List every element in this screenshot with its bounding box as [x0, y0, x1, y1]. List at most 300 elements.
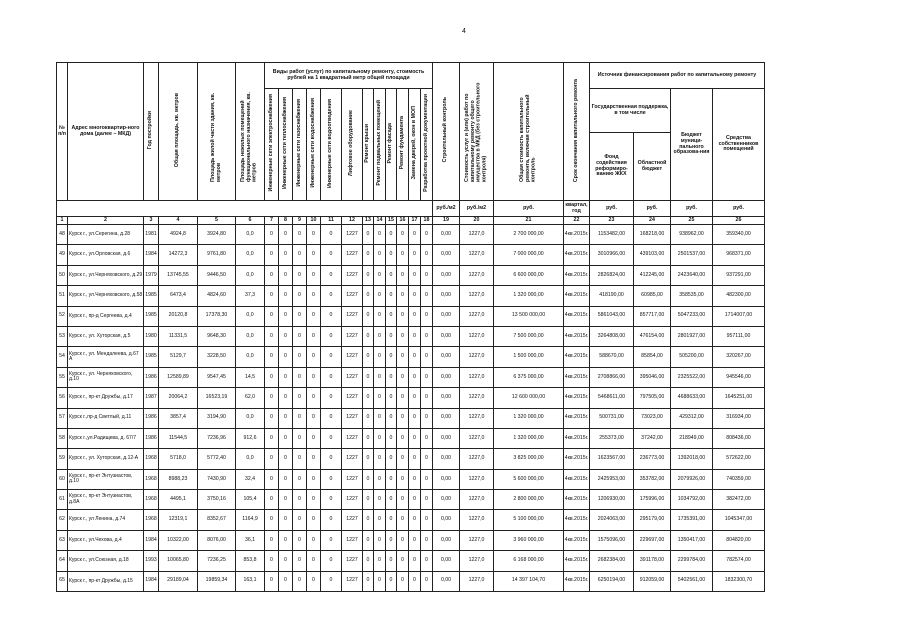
row-total-area: 20064,2: [159, 388, 198, 408]
row-owners: 1645251,00: [713, 388, 765, 408]
row-fund: 5861043,00: [590, 306, 634, 326]
row-deadline: 4кв.2015г.: [564, 510, 590, 530]
row-living-area: 19859,34: [198, 571, 236, 591]
row-year: 1985: [144, 306, 159, 326]
row-municipal: 5047233,00: [671, 306, 713, 326]
row-work-cost: 0: [386, 469, 397, 489]
row-living-area: 9761,80: [198, 245, 236, 265]
row-work-cost: 0: [409, 388, 421, 408]
column-number: 12: [342, 217, 363, 225]
row-work-cost: 0: [409, 367, 421, 387]
row-year: 1968: [144, 510, 159, 530]
row-number: 48: [57, 225, 68, 245]
row-living-area: 4824,60: [198, 286, 236, 306]
row-municipal: 2801927,00: [671, 326, 713, 346]
row-municipal: 2423640,00: [671, 265, 713, 285]
row-living-area: 8352,67: [198, 510, 236, 530]
row-work-cost: 0: [293, 490, 307, 510]
row-living-area: 8076,00: [198, 530, 236, 550]
row-total-area: 13745,55: [159, 265, 198, 285]
header-total-cost: Общая стоимость капитального ремонта, включая строительный контроль: [494, 63, 564, 201]
row-construction-control: 0,00: [433, 571, 460, 591]
row-number: 65: [57, 571, 68, 591]
row-work-cost: 0: [363, 388, 374, 408]
header-municipal: Бюджет муници-пального образова-ния: [671, 89, 713, 201]
row-cost-per-m2: 1227,0: [460, 428, 494, 448]
row-address: Курск г., пр-д Сергеева, д.4: [68, 306, 144, 326]
row-deadline: 4кв.2015г.: [564, 326, 590, 346]
row-nonresidential: 163,1: [236, 571, 265, 591]
row-work-cost: 0: [386, 326, 397, 346]
row-work-cost: 0: [279, 408, 293, 428]
table-body: [57, 225, 765, 592]
row-year: 1985: [144, 286, 159, 306]
row-address: Курск г., пр-кт Дружбы, д.17: [68, 388, 144, 408]
column-number: 10: [307, 217, 321, 225]
row-work-cost: 0: [409, 306, 421, 326]
header-address: Адрес многоквартир-ного дома (далее – МКД): [68, 63, 144, 201]
row-work-cost: 0: [363, 449, 374, 469]
row-number: 61: [57, 490, 68, 510]
row-address: Курск г., ул.Серегина, д.28: [68, 225, 144, 245]
row-work-cost: 0: [386, 490, 397, 510]
column-number: 11: [321, 217, 342, 225]
row-owners: 572622,00: [713, 449, 765, 469]
row-work-cost: 0: [421, 225, 433, 245]
row-work-cost: 0: [397, 306, 409, 326]
row-work-cost: 0: [279, 449, 293, 469]
row-regional: 73023,00: [634, 408, 671, 428]
row-fund: 2708866,00: [590, 367, 634, 387]
row-work-cost: 0: [321, 265, 342, 285]
row-work-cost: 0: [421, 469, 433, 489]
row-address: Курск г., ул.Чехова, д.4: [68, 530, 144, 550]
row-cost-per-m2: 1227,0: [460, 265, 494, 285]
row-construction-control: 0,00: [433, 367, 460, 387]
row-work-cost: 1227: [342, 469, 363, 489]
column-number: 8: [279, 217, 293, 225]
row-work-cost: 0: [386, 245, 397, 265]
row-work-cost: 0: [321, 449, 342, 469]
row-living-area: 3750,16: [198, 490, 236, 510]
row-work-cost: 0: [386, 347, 397, 367]
table-row: [57, 469, 765, 489]
row-living-area: 3924,80: [198, 225, 236, 245]
row-municipal: 358535,00: [671, 286, 713, 306]
row-work-cost: 1227: [342, 367, 363, 387]
row-work-cost: 0: [421, 286, 433, 306]
row-year: 1993: [144, 551, 159, 571]
row-fund: 2425953,00: [590, 469, 634, 489]
row-work-cost: 0: [321, 326, 342, 346]
row-work-cost: 1227: [342, 286, 363, 306]
row-year: 1984: [144, 530, 159, 550]
header-work-heat: Инженерные сети теплоснабжения: [279, 89, 293, 201]
row-cost-per-m2: 1227,0: [460, 408, 494, 428]
row-work-cost: 0: [293, 449, 307, 469]
header-state-support: Государственная поддержка, в том числе: [590, 89, 671, 133]
column-number: 25: [671, 217, 713, 225]
column-number: 13: [363, 217, 374, 225]
row-work-cost: 0: [374, 571, 386, 591]
row-construction-control: 0,00: [433, 490, 460, 510]
row-work-cost: 0: [279, 265, 293, 285]
row-deadline: 4кв.2015г.: [564, 347, 590, 367]
row-number: 56: [57, 388, 68, 408]
row-work-cost: 0: [374, 530, 386, 550]
row-total-cost: 1 500 000,00: [494, 347, 564, 367]
row-work-cost: 0: [265, 347, 279, 367]
row-nonresidential: 0,0: [236, 225, 265, 245]
row-year: 1968: [144, 490, 159, 510]
row-number: 58: [57, 428, 68, 448]
row-living-area: 9648,30: [198, 326, 236, 346]
row-nonresidential: 32,4: [236, 469, 265, 489]
row-work-cost: 0: [307, 326, 321, 346]
row-work-cost: 0: [386, 225, 397, 245]
row-owners: 782574,00: [713, 551, 765, 571]
row-number: 63: [57, 530, 68, 550]
row-fund: 1623567,00: [590, 449, 634, 469]
row-total-cost: 5 600 000,00: [494, 469, 564, 489]
row-fund: 418190,00: [590, 286, 634, 306]
row-deadline: 4кв.2015г.: [564, 265, 590, 285]
row-work-cost: 0: [265, 571, 279, 591]
row-address: Курск г., ул.Союзная, д.18: [68, 551, 144, 571]
row-cost-per-m2: 1227,0: [460, 388, 494, 408]
header-work-roof: Ремонт крыши: [363, 89, 374, 201]
column-number: 21: [494, 217, 564, 225]
row-work-cost: 0: [386, 571, 397, 591]
table-row: [57, 530, 765, 550]
row-work-cost: 0: [386, 388, 397, 408]
row-work-cost: 0: [321, 510, 342, 530]
row-owners: 1832300,70: [713, 571, 765, 591]
table-row: [57, 286, 765, 306]
row-work-cost: 0: [293, 551, 307, 571]
table-row: [57, 225, 765, 245]
row-fund: 1206930,00: [590, 490, 634, 510]
row-work-cost: 0: [363, 326, 374, 346]
row-work-cost: 0: [374, 428, 386, 448]
column-number: 6: [236, 217, 265, 225]
row-owners: 945546,00: [713, 367, 765, 387]
row-total-area: 12589,89: [159, 367, 198, 387]
row-municipal: 1392018,00: [671, 449, 713, 469]
row-construction-control: 0,00: [433, 347, 460, 367]
row-municipal: 2325522,00: [671, 367, 713, 387]
row-owners: 1714007,00: [713, 306, 765, 326]
row-work-cost: 0: [321, 571, 342, 591]
column-number: 14: [374, 217, 386, 225]
row-work-cost: 0: [265, 388, 279, 408]
row-work-cost: 1227: [342, 388, 363, 408]
row-regional: 395046,00: [634, 367, 671, 387]
row-work-cost: 0: [307, 225, 321, 245]
row-work-cost: 0: [363, 225, 374, 245]
row-work-cost: 0: [409, 326, 421, 346]
row-work-cost: 0: [374, 306, 386, 326]
row-fund: 5468611,00: [590, 388, 634, 408]
row-work-cost: 0: [307, 490, 321, 510]
row-work-cost: 1227: [342, 265, 363, 285]
header-work-doors: Замена дверей, окон в МОП: [409, 89, 421, 201]
row-fund: 500731,00: [590, 408, 634, 428]
row-living-area: 5772,40: [198, 449, 236, 469]
row-work-cost: 0: [409, 428, 421, 448]
row-work-cost: 0: [386, 510, 397, 530]
row-work-cost: 1227: [342, 449, 363, 469]
row-work-cost: 1227: [342, 225, 363, 245]
row-address: Курск г., ул.Черняховского, д.58: [68, 286, 144, 306]
column-number: 18: [421, 217, 433, 225]
unit-rub-e: руб.: [713, 201, 765, 217]
row-work-cost: 0: [409, 469, 421, 489]
column-number: 2: [68, 217, 144, 225]
row-regional: 295179,00: [634, 510, 671, 530]
row-municipal: 505200,00: [671, 347, 713, 367]
column-number: 24: [634, 217, 671, 225]
row-deadline: 4кв.2015г.: [564, 225, 590, 245]
column-number: 1: [57, 217, 68, 225]
row-number: 54: [57, 347, 68, 367]
row-owners: 482300,00: [713, 286, 765, 306]
row-fund: 588670,00: [590, 347, 634, 367]
row-work-cost: 0: [265, 490, 279, 510]
row-construction-control: 0,00: [433, 265, 460, 285]
header-owners: Средства собственников помещений: [713, 89, 765, 201]
row-work-cost: 1227: [342, 510, 363, 530]
row-regional: 353782,00: [634, 469, 671, 489]
row-work-cost: 0: [374, 347, 386, 367]
table-row: [57, 449, 765, 469]
row-cost-per-m2: 1227,0: [460, 347, 494, 367]
row-address: Курск г., ул.Черняховского, д.29: [68, 265, 144, 285]
row-regional: 412245,00: [634, 265, 671, 285]
column-number: 9: [293, 217, 307, 225]
row-work-cost: 0: [409, 490, 421, 510]
row-regional: 175996,00: [634, 490, 671, 510]
row-regional: 797505,00: [634, 388, 671, 408]
row-work-cost: 0: [397, 530, 409, 550]
row-work-cost: 0: [307, 306, 321, 326]
row-year: 1968: [144, 449, 159, 469]
row-construction-control: 0,00: [433, 510, 460, 530]
row-work-cost: 0: [409, 265, 421, 285]
table-row: [57, 408, 765, 428]
row-living-area: 9547,45: [198, 367, 236, 387]
row-total-cost: 6 168 000,00: [494, 551, 564, 571]
row-work-cost: 0: [307, 367, 321, 387]
row-regional: 439103,00: [634, 245, 671, 265]
row-municipal: 2079926,00: [671, 469, 713, 489]
row-deadline: 4кв.2015г.: [564, 571, 590, 591]
row-municipal: 2501537,00: [671, 245, 713, 265]
row-work-cost: 0: [307, 571, 321, 591]
row-nonresidential: 0,0: [236, 347, 265, 367]
row-work-cost: 0: [279, 469, 293, 489]
row-work-cost: 0: [421, 306, 433, 326]
row-address: Курск г., ул. Мендалеева, д.67 А: [68, 347, 144, 367]
row-total-area: 11331,5: [159, 326, 198, 346]
row-work-cost: 0: [307, 510, 321, 530]
row-work-cost: 0: [265, 326, 279, 346]
row-work-cost: 0: [279, 306, 293, 326]
row-nonresidential: 912,6: [236, 428, 265, 448]
row-work-cost: 0: [279, 571, 293, 591]
column-number: 22: [564, 217, 590, 225]
row-cost-per-m2: 1227,0: [460, 530, 494, 550]
row-work-cost: 0: [421, 388, 433, 408]
header-cost-per-m2: Стоимость услуг и (или) работ по капитальному ремонту общего имущества в МКД (без строительного контроля): [460, 63, 494, 201]
row-work-cost: 0: [374, 388, 386, 408]
row-deadline: 4кв.2015г.: [564, 367, 590, 387]
table-row: [57, 551, 765, 571]
row-fund: 2682384,00: [590, 551, 634, 571]
row-regional: 391178,00: [634, 551, 671, 571]
row-total-cost: 6 375 000,00: [494, 367, 564, 387]
row-work-cost: 1227: [342, 408, 363, 428]
row-total-cost: 1 320 000,00: [494, 428, 564, 448]
row-work-cost: 0: [307, 347, 321, 367]
header-works-group: Виды работ (услуг) по капитальному ремонту, стоимость рублей на 1 квадратный метр общей площади: [265, 63, 433, 89]
row-address: Курск г., ул. Хуторская, д.5: [68, 326, 144, 346]
row-cost-per-m2: 1227,0: [460, 449, 494, 469]
row-work-cost: 0: [421, 326, 433, 346]
row-work-cost: 0: [409, 551, 421, 571]
row-cost-per-m2: 1227,0: [460, 571, 494, 591]
row-work-cost: 0: [321, 530, 342, 550]
row-work-cost: 0: [421, 428, 433, 448]
row-work-cost: 0: [307, 469, 321, 489]
row-work-cost: 1227: [342, 551, 363, 571]
header-work-water: Инженерные сети водоснабжения: [307, 89, 321, 201]
row-owners: 804820,00: [713, 530, 765, 550]
column-number: 20: [460, 217, 494, 225]
row-work-cost: 0: [374, 225, 386, 245]
row-cost-per-m2: 1227,0: [460, 306, 494, 326]
row-total-area: 14272,3: [159, 245, 198, 265]
row-number: 49: [57, 245, 68, 265]
row-nonresidential: 0,0: [236, 306, 265, 326]
row-work-cost: 0: [293, 408, 307, 428]
row-number: 53: [57, 326, 68, 346]
row-fund: 2826824,00: [590, 265, 634, 285]
row-work-cost: 0: [421, 408, 433, 428]
row-nonresidential: 0,0: [236, 408, 265, 428]
header-work-basement: Ремонт подвальных помещений: [374, 89, 386, 201]
row-construction-control: 0,00: [433, 225, 460, 245]
row-work-cost: 0: [363, 490, 374, 510]
table-row: [57, 490, 765, 510]
row-work-cost: 0: [386, 306, 397, 326]
row-work-cost: 0: [279, 367, 293, 387]
row-work-cost: 0: [397, 347, 409, 367]
row-fund: 3010966,00: [590, 245, 634, 265]
row-deadline: 4кв.2015г.: [564, 449, 590, 469]
row-year: 1986: [144, 367, 159, 387]
capital-repair-table: [56, 62, 765, 592]
table-row: [57, 388, 765, 408]
row-work-cost: 0: [363, 551, 374, 571]
table-row: [57, 571, 765, 591]
row-year: 1980: [144, 326, 159, 346]
row-work-cost: 0: [265, 551, 279, 571]
row-work-cost: 0: [421, 510, 433, 530]
row-total-cost: 14 397 104,70: [494, 571, 564, 591]
row-work-cost: 0: [321, 367, 342, 387]
row-work-cost: 0: [265, 265, 279, 285]
row-living-area: 7236,96: [198, 428, 236, 448]
header-work-facade: Ремонт фасада: [386, 89, 397, 201]
row-total-area: 5129,7: [159, 347, 198, 367]
row-work-cost: 0: [307, 245, 321, 265]
row-work-cost: 0: [279, 326, 293, 346]
row-construction-control: 0,00: [433, 408, 460, 428]
row-work-cost: 0: [279, 388, 293, 408]
row-work-cost: 0: [279, 530, 293, 550]
row-nonresidential: 14,5: [236, 367, 265, 387]
row-deadline: 4кв.2015г.: [564, 388, 590, 408]
row-work-cost: 0: [265, 530, 279, 550]
row-work-cost: 1227: [342, 326, 363, 346]
unit-rub-d: руб.: [671, 201, 713, 217]
row-construction-control: 0,00: [433, 428, 460, 448]
row-nonresidential: 105,4: [236, 490, 265, 510]
row-work-cost: 0: [279, 510, 293, 530]
row-address: Курск г., пр-кт Энтузиастов, д.8А: [68, 490, 144, 510]
row-work-cost: 0: [374, 449, 386, 469]
row-work-cost: 0: [363, 571, 374, 591]
unit-rub-m2-b: руб./м2: [460, 201, 494, 217]
row-number: 51: [57, 286, 68, 306]
row-address: Курск г., ул. Хуторская, д.12-А: [68, 449, 144, 469]
row-work-cost: 0: [265, 510, 279, 530]
row-year: 1987: [144, 388, 159, 408]
header-work-sewer: Инженерные сети водоотведения: [321, 89, 342, 201]
row-fund: 2024063,00: [590, 510, 634, 530]
row-total-area: 8988,23: [159, 469, 198, 489]
row-cost-per-m2: 1227,0: [460, 490, 494, 510]
row-fund: 6250194,00: [590, 571, 634, 591]
table-row: [57, 306, 765, 326]
row-total-area: 11544,5: [159, 428, 198, 448]
row-total-cost: 2 800 000,00: [494, 490, 564, 510]
row-owners: 808436,00: [713, 428, 765, 448]
row-total-cost: 6 600 000,00: [494, 265, 564, 285]
row-year: 1981: [144, 225, 159, 245]
row-living-area: 17378,30: [198, 306, 236, 326]
row-work-cost: 0: [265, 245, 279, 265]
row-work-cost: 0: [386, 428, 397, 448]
row-work-cost: 0: [307, 428, 321, 448]
row-construction-control: 0,00: [433, 388, 460, 408]
row-construction-control: 0,00: [433, 530, 460, 550]
row-work-cost: 0: [293, 326, 307, 346]
row-work-cost: 0: [293, 245, 307, 265]
row-construction-control: 0,00: [433, 469, 460, 489]
row-total-area: 6473,4: [159, 286, 198, 306]
row-total-area: 5718,0: [159, 449, 198, 469]
row-address: Курск г., ул Ленина, д.74: [68, 510, 144, 530]
row-work-cost: 0: [307, 286, 321, 306]
row-total-cost: 2 700 000,00: [494, 225, 564, 245]
row-work-cost: 0: [363, 367, 374, 387]
row-nonresidential: 0,0: [236, 245, 265, 265]
row-work-cost: 0: [293, 225, 307, 245]
row-deadline: 4кв.2015г.: [564, 530, 590, 550]
row-regional: 37242,00: [634, 428, 671, 448]
